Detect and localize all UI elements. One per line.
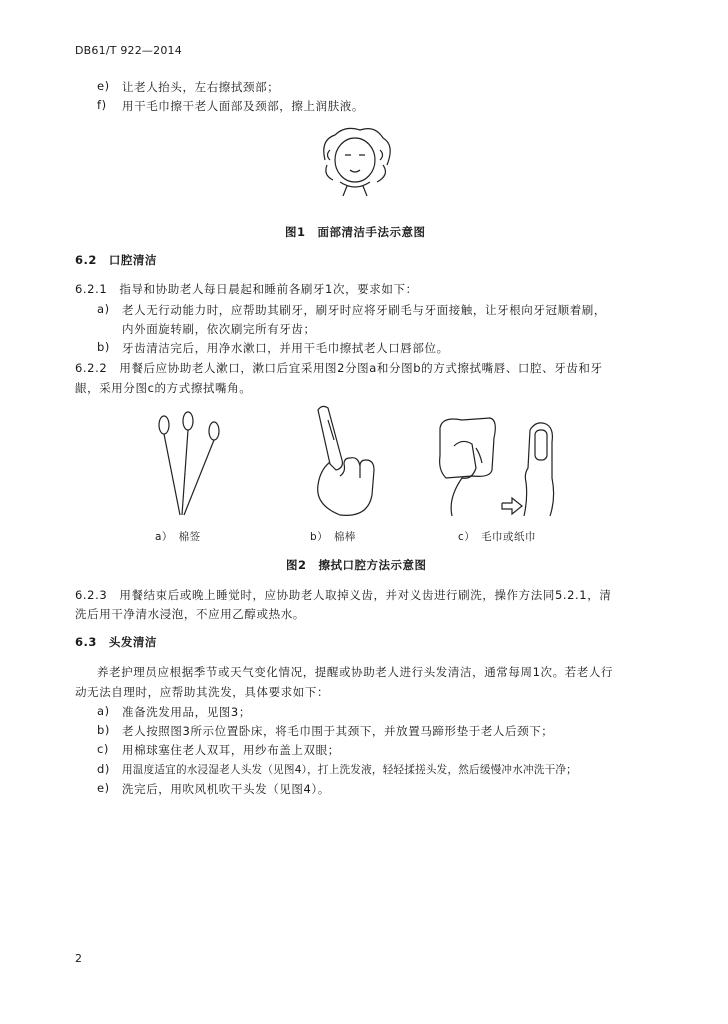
towel-wipe-illustration bbox=[432, 408, 572, 523]
standard-code-header: DB61/T 922—2014 bbox=[75, 44, 182, 57]
figure-2b-label: b） 棉棒 bbox=[310, 531, 356, 543]
list-marker: b) bbox=[97, 340, 110, 354]
figure-2a-label: a） 棉签 bbox=[155, 531, 201, 543]
paragraph-6-2-3: 6.2.3 用餐结束后或晚上睡觉时，应协助老人取掉义齿，并对义齿进行刷洗，操作方法同5.2.1，清 bbox=[75, 588, 612, 602]
list-marker: f) bbox=[97, 98, 107, 112]
list-item-text: 用棉球塞住老人双耳，用纱布盖上双眼； bbox=[122, 743, 340, 757]
list-item-text: 准备洗发用品，见图3； bbox=[122, 705, 251, 719]
page-number: 2 bbox=[75, 952, 83, 965]
list-marker: a) bbox=[97, 302, 110, 316]
list-marker: c) bbox=[97, 742, 110, 756]
list-item-text: 让老人抬头，左右擦拭颈部； bbox=[122, 80, 280, 94]
figure-2-caption: 图2 擦拭口腔方法示意图 bbox=[286, 558, 427, 572]
list-marker: a) bbox=[97, 704, 110, 718]
paragraph-6-2-1: 6.2.1 指导和协助老人每日晨起和睡前各刷牙1次，要求如下： bbox=[75, 282, 418, 296]
paragraph-6-2-2: 6.2.2 用餐后应协助老人漱口，漱口后宜采用图2分图a和分图b的方式擦拭嘴唇、口腔、牙齿和牙 bbox=[75, 361, 603, 375]
list-marker: e) bbox=[97, 79, 110, 93]
list-item-text: 老人按照图3所示位置卧床，将毛巾围于其颈下，并放置马蹄形垫于老人后颈下； bbox=[122, 724, 554, 738]
list-item-text: 用干毛巾擦干老人面部及颈部，擦上润肤液。 bbox=[122, 99, 364, 113]
section-6-2-heading: 6.2 口腔清洁 bbox=[75, 253, 157, 267]
list-marker: e) bbox=[97, 781, 110, 795]
figure-1-caption: 图1 面部清洁手法示意图 bbox=[285, 225, 426, 239]
list-item-text-continued: 内外面旋转刷，依次刷完所有牙齿； bbox=[122, 322, 316, 336]
paragraph-6-3-intro: 养老护理员应根据季节或天气变化情况，提醒或协助老人进行头发清洁，通常每周1次。若老人行 bbox=[97, 665, 614, 679]
list-item-text: 牙齿清洁完后，用净水漱口，并用干毛巾擦拭老人口唇部位。 bbox=[122, 341, 449, 355]
figure-2c-label: c） 毛巾或纸巾 bbox=[458, 531, 537, 543]
paragraph-6-2-2-continued: 龈，采用分图c的方式擦拭嘴角。 bbox=[75, 381, 252, 395]
list-marker: d) bbox=[97, 762, 110, 776]
cotton-swab-illustration bbox=[150, 405, 230, 520]
paragraph-6-3-intro-continued: 动无法自理时，应帮助其洗发，具体要求如下： bbox=[75, 685, 330, 699]
face-cleaning-illustration bbox=[305, 120, 405, 200]
list-item-text: 老人无行动能力时，应帮助其刷牙，刷牙时应将牙刷毛与牙面接触，让牙根向牙冠顺着刷， bbox=[122, 303, 606, 317]
list-marker: b) bbox=[97, 723, 110, 737]
swab-stick-hand-illustration bbox=[300, 400, 390, 520]
section-6-3-heading: 6.3 头发清洁 bbox=[75, 635, 157, 649]
list-item-text: 用温度适宜的水浸湿老人头发（见图4），打上洗发液，轻轻揉搓头发，然后缓慢冲水冲洗干净； bbox=[122, 764, 577, 776]
list-item-text: 洗完后，用吹风机吹干头发（见图4）。 bbox=[122, 782, 330, 796]
paragraph-6-2-3-continued: 洗后用干净清水浸泡，不应用乙醇或热水。 bbox=[75, 607, 305, 621]
